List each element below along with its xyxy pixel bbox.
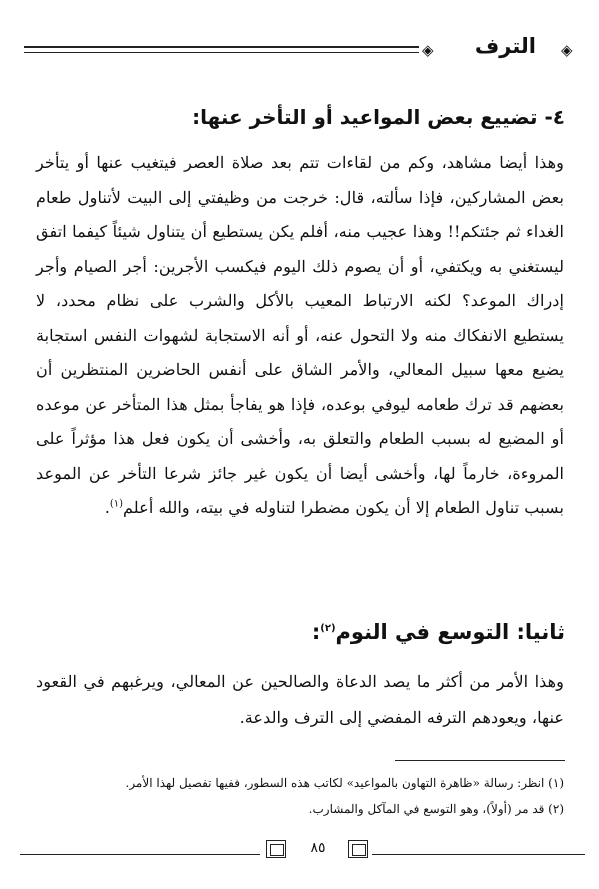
ornament-icon: ◈ <box>422 41 434 59</box>
book-icon <box>266 840 286 858</box>
header-rule <box>24 52 419 53</box>
heading-colon: : <box>311 620 321 644</box>
ornament-icon: ◈ <box>561 41 573 59</box>
footer-rule <box>20 854 260 855</box>
header-rule <box>24 46 419 48</box>
footnote-separator <box>395 760 565 761</box>
section-heading: ٤- تضييع بعض المواعيد أو التأخر عنها: <box>192 105 565 129</box>
footnote: (١) انظر: رسالة «ظاهرة التهاون بالمواعيد» لكاتب هذه السطور، ففيها تفصيل لهذا الأمر. <box>125 776 564 790</box>
page-footer <box>20 834 585 864</box>
page-number: ٨٥ <box>310 840 326 856</box>
footer-rule <box>372 854 585 855</box>
running-title: الترف <box>474 34 536 58</box>
footnote-ref: (٢) <box>320 623 336 634</box>
footnote: (٢) قد مر (أولاً)، وهو التوسع في المآكل والمشارب. <box>308 802 564 816</box>
footnote-ref: (١) <box>109 498 124 510</box>
section-heading <box>312 620 565 644</box>
book-icon <box>348 840 368 858</box>
heading-text: ثانيا: التوسع في النوم <box>335 620 565 644</box>
footnotes <box>36 770 564 822</box>
body-paragraph: وهذا أيضا مشاهد، وكم من لقاءات تتم بعد صلاة العصر فيتغيب عنها أو يتأخر بعض المشاركين، فإذا سألته، قال: خرجت من وظيفتي إلى البيت لأتناول طعام الغداء ثم جئتكم!! وهذا عجيب منه، أفلم يكن يستطيع أن يتناول شيئاً كيفما اتفق ليستغني به ويكتفي، أو أن يصوم ذلك اليوم فيكسب الأجرين: أجر الصيام وأجر إدراك الموعد؟ لكنه الارتباط المعيب بالأكل والشرب على نظام محدد، لا يستطيع الانفكاك منه ولا التحول عنه، أو أنه الاستجابة لشهوات النفس استجابة يضيع معها سبيل المعالي، والأمر الشاق على أنفس الحاضرين المنتظرين أن بعضهم قد ترك طعامه ليوفي بوعده، فإذا هو يفاجأ بمثل هذا المتأخر عن موعده أو المضيع له بسبب الطعام والتعلق به، وأخشى أن يكون فعل هذا مؤثراً على المروءة، خارماً لها، وأخشى أيضا أن يكون غير جائز شرعا التأخر عن الموعد بسبب تناول الطعام إلا أن يكون مضطرا لتناوله في بيته، والله أعلم$^{(١)}$. <box>36 153 564 517</box>
paragraph-text: وهذا أيضا مشاهد، وكم من لقاءات تتم بعد صلاة العصر فيتغيب عنها أو يتأخر بعض المشاركين، فإذا سألته، قال: خرجت من وظيفتي إلى البيت لأتناول طعام الغداء ثم جئتكم!! وهذا عجيب منه، أفلم يكن يستطيع أن يتناول شيئاً كيفما اتفق ليستغني به ويكتفي، أو أن يصوم ذلك اليوم فيكسب الأجرين: أجر الصيام وأجر إدراك الموعد؟ لكنه الارتباط المعيب بالأكل والشرب على نظام محدد، لا يستطيع الانفكاك منه ولا التحول عنه، أو أنه الاستجابة لشهوات النفس استجابة يضيع معها سبيل المعالي، والأمر الشاق على أنفس الحاضرين المنتظرين أن بعضهم قد ترك طعامه ليوفي بوعده، فإذا هو يفاجأ بمثل هذا المتأخر عن موعده أو المضيع له بسبب الطعام والتعلق به، وأخشى أن يكون فعل هذا مؤثراً على المروءة، خارماً لها، وأخشى أيضا أن يكون غير جائز شرعا التأخر عن الموعد بسبب تناول الطعام إلا أن يكون مضطرا لتناوله في بيته، والله أعلم <box>36 153 564 517</box>
running-header <box>24 34 584 64</box>
body-paragraph: وهذا الأمر من أكثر ما يصد الدعاة والصالحين عن المعالي، ويرغبهم في القعود عنها، ويعودهم الترفه المفضي إلى الترف والدعة. <box>36 672 564 727</box>
